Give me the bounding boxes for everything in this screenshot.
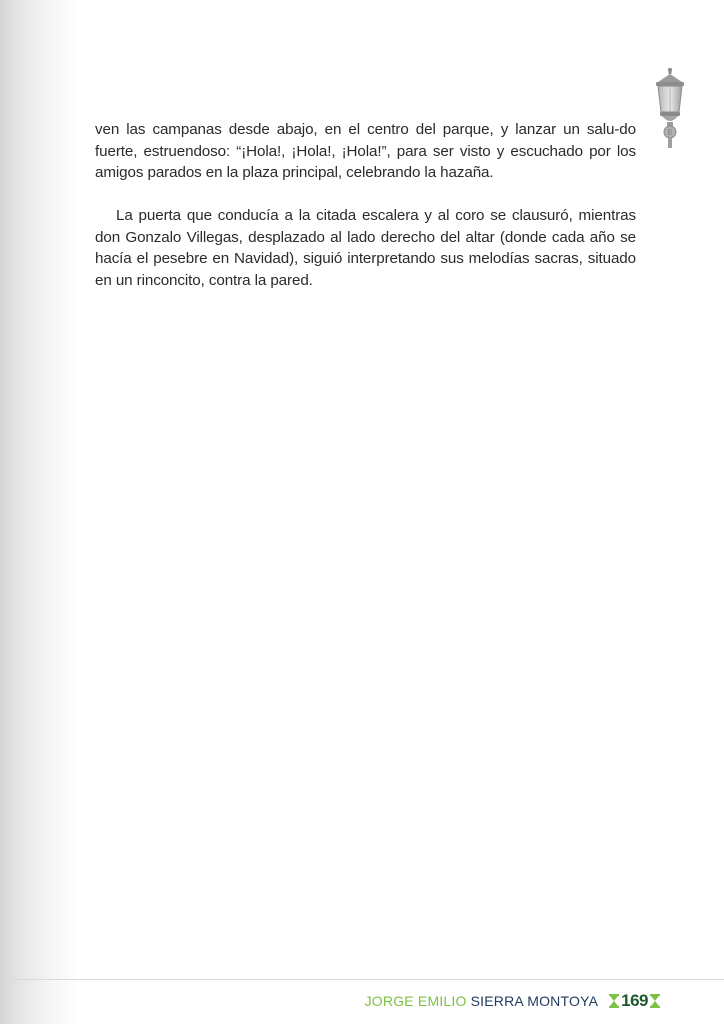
hourglass-icon (650, 994, 660, 1008)
author-first-name: JORGE EMILIO (364, 993, 467, 1009)
svg-text:E: E (667, 129, 673, 137)
paragraph: ven las campanas desde abajo, en el centro del parque, y lanzar un salu-do fuerte, estruendoso: “¡Hola!, ¡Hola!, ¡Hola!”, para ser visto y escuchado por los amigos parados en la plaza principal, celebrando la hazaña. (95, 121, 636, 181)
page-number: 169 (621, 991, 648, 1010)
footer-divider (0, 979, 724, 980)
author-last-name: SIERRA MONTOYA (470, 993, 599, 1009)
page-gutter-shadow (0, 0, 80, 1024)
page-footer (365, 991, 660, 1011)
street-lamp-icon (650, 68, 690, 148)
hourglass-icon (609, 994, 619, 1008)
page-number-group (609, 991, 660, 1011)
body-text (95, 119, 636, 291)
paragraph: La puerta que conducía a la citada escalera y al coro se clausuró, mientras don Gonzalo Villegas, desplazado al lado derecho del altar (donde cada año se hacía el pesebre en Navidad), siguió interpretando sus melodías sacras, situado en un rinconcito, contra la pared. (95, 207, 636, 289)
